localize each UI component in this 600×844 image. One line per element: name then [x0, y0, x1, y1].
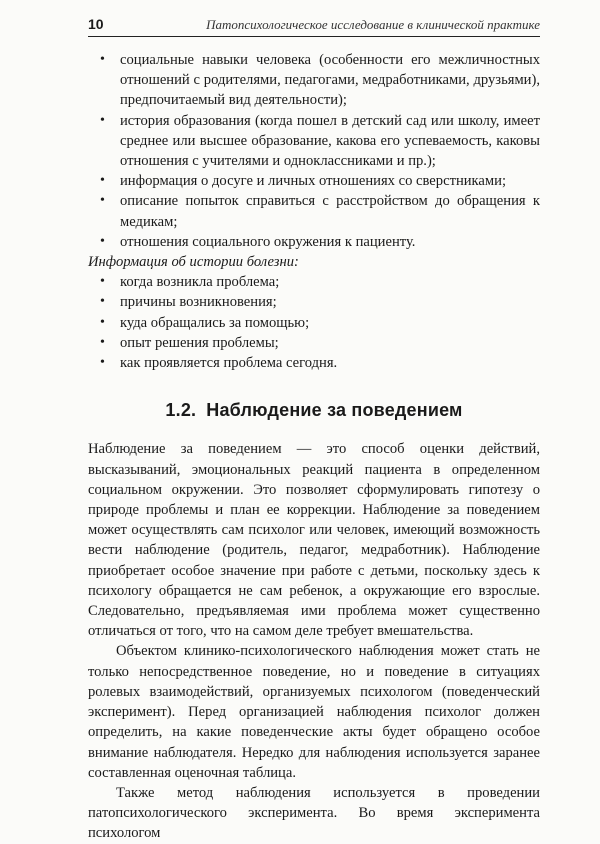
paragraph: Также метод наблюдения используется в проведении патопсихологического эксперимента. Во время эксперимента психологом — [88, 784, 540, 842]
running-header — [88, 14, 540, 37]
section-heading — [88, 400, 540, 420]
list-item: • описание попыток справиться с расстройством до обращения к медикам; — [88, 191, 540, 231]
page-number: 10 — [88, 16, 104, 32]
list-item: • куда обращались за помощью; — [88, 313, 540, 333]
list-item: • причины возникновения; — [88, 292, 540, 312]
list-item: • отношения социального окружения к пациенту. — [88, 232, 540, 252]
illness-history-list — [88, 272, 540, 373]
illness-history-heading: Информация об истории болезни: — [88, 254, 299, 271]
running-title: Патопсихологическое исследование в клинической практике — [206, 17, 540, 32]
section-number: 1.2. — [165, 400, 197, 421]
paragraph: Объектом клинико-психологического наблюдения может стать не только непосредственное поведение, но и поведение в ситуациях ролевых взаимодействий, организуемых психологом (поведенческий эксперимент). Перед организацией наблюдения психолог должен определить, на какие поведенческие акты будет обращено особое внимание наблюдателя. Нередко для наблюдения используется заранее составленная оценочная таблица. — [88, 643, 540, 781]
social-info-list — [88, 50, 540, 252]
list-item: • информация о досуге и личных отношениях со сверстниками; — [88, 171, 540, 191]
list-item: • как проявляется проблема сегодня. — [88, 353, 540, 373]
paragraph: Наблюдение за поведением — это способ оценки действий, высказываний, эмоциональных реакций пациента в определенном социальном окружении. Это позволяет сформулировать гипотезу о природе проблемы и план ее коррекции. Наблюдение за поведением может осуществлять сам психолог или человек, имеющий возможность вести наблюдение (родитель, педагог, медработник). Наблюдение приобретает особое значение при работе с детьми, поскольку здесь к психологу обращается не сам ребенок, а окружающие его взрослые. Следовательно, предъявляемая ими проблема может существенно отличаться от того, что на самом деле требует вмешательства. — [88, 441, 540, 640]
list-item: • социальные навыки человека (особенности его межличностных отношений с родителями, педагогами, медработниками, друзьями), предпочитаемый вид деятельности); — [88, 50, 540, 111]
page-body — [88, 50, 540, 844]
list-item: • история образования (когда пошел в детский сад или школу, имеет среднее или высшее образование, какова его успеваемость, каковы отношения с учителями и одноклассниками и пр.); — [88, 111, 540, 172]
list-item: • когда возникла проблема; — [88, 272, 540, 292]
section-title: Наблюдение за поведением — [206, 400, 463, 421]
list-item: • опыт решения проблемы; — [88, 333, 540, 353]
